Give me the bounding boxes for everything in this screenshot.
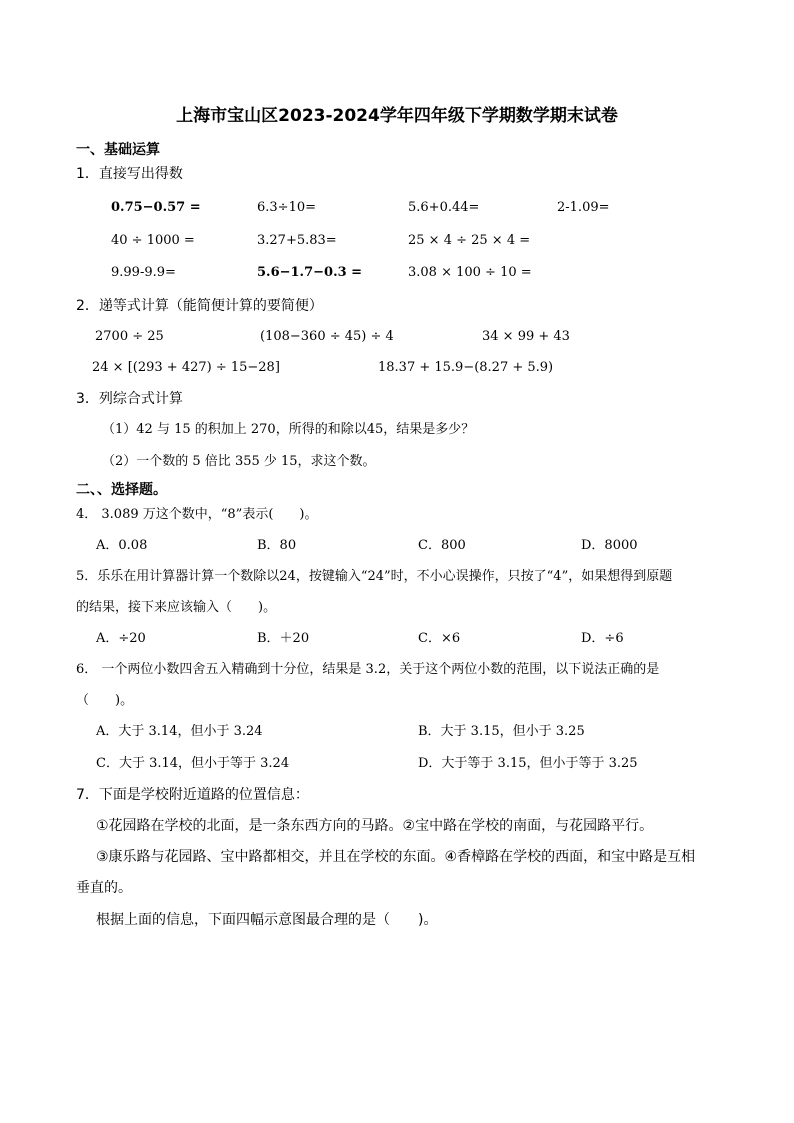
q4-stem: 4． 3.089 万这个数中，“8”表示( )。 bbox=[76, 507, 318, 522]
q4-option: C．800 bbox=[418, 538, 466, 553]
q4-option: B．80 bbox=[257, 538, 297, 553]
q7-question: 根据上面的信息，下面四幅示意图最合理的是（ )。 bbox=[96, 912, 438, 928]
q6-option: B．大于 3.15，但小于 3.25 bbox=[418, 724, 585, 739]
q2-item: 18.37 + 15.9−(8.27 + 5.9) bbox=[378, 360, 554, 375]
q1-item: 3.27+5.83= bbox=[257, 233, 337, 248]
q5-option: B．＋20 bbox=[257, 631, 310, 646]
q4-option: A．0.08 bbox=[96, 538, 148, 553]
q2-label: 2．递等式计算（能简便计算的要简便） bbox=[76, 298, 323, 314]
q7-line: 垂直的。 bbox=[76, 880, 132, 896]
q5-stem: 的结果，接下来应该输入（ )。 bbox=[76, 600, 277, 615]
q3-item: （2）一个数的 5 倍比 355 少 15，求这个数。 bbox=[102, 454, 376, 469]
q1-item: 40 ÷ 1000 = bbox=[111, 233, 195, 248]
q7-stem: 7．下面是学校附近道路的位置信息： bbox=[76, 787, 309, 803]
q6-option: D．大于等于 3.15，但小于等于 3.25 bbox=[418, 756, 638, 771]
q1-label: 1．直接写出得数 bbox=[76, 166, 183, 182]
q1-item: 5.6+0.44= bbox=[408, 200, 480, 215]
q1-item: 0.75−0.57 = bbox=[111, 200, 201, 215]
q2-item: 34 × 99 + 43 bbox=[482, 329, 570, 344]
q1-item: 5.6−1.7−0.3 = bbox=[257, 265, 363, 280]
q5-stem: 5．乐乐在用计算器计算一个数除以24，按键输入“24”时，不小心误操作，只按了“4”，如果想得到原题 bbox=[76, 569, 673, 584]
q1-item: 2-1.09= bbox=[557, 200, 610, 215]
q2-item: (108−360 ÷ 45) ÷ 4 bbox=[260, 329, 394, 344]
q1-item: 6.3÷10= bbox=[257, 200, 317, 215]
q5-option: A．÷20 bbox=[96, 631, 146, 646]
q5-option: C．×6 bbox=[418, 631, 461, 646]
q1-item: 25 × 4 ÷ 25 × 4 = bbox=[408, 233, 531, 248]
q6-option: C．大于 3.14，但小于等于 3.24 bbox=[96, 756, 290, 771]
q6-stem: 6． 一个两位小数四舍五入精确到十分位，结果是 3.2，关于这个两位小数的范围，以下说法正确的是 bbox=[76, 662, 660, 677]
q6-stem: （ )。 bbox=[76, 693, 134, 708]
q6-option: A．大于 3.14，但小于 3.24 bbox=[96, 724, 263, 739]
section1-heading: 一、基础运算 bbox=[76, 142, 160, 158]
q3-item: （1）42 与 15 的积加上 270，所得的和除以45，结果是多少？ bbox=[102, 422, 475, 437]
q7-line: ①花园路在学校的北面，是一条东西方向的马路。②宝中路在学校的南面，与花园路平行。 bbox=[96, 818, 654, 834]
page-title: 上海市宝山区2023-2024学年四年级下学期数学期末试卷 bbox=[176, 106, 618, 126]
section2-heading: 二、、选择题。 bbox=[76, 482, 167, 498]
q7-line: ③康乐路与花园路、宝中路都相交，并且在学校的东面。④香樟路在学校的西面，和宝中路是互相 bbox=[96, 849, 696, 865]
q4-option: D．8000 bbox=[581, 538, 638, 553]
q1-item: 9.99-9.9= bbox=[111, 265, 176, 280]
q2-item: 24 × [(293 + 427) ÷ 15−28] bbox=[92, 360, 280, 375]
q3-label: 3．列综合式计算 bbox=[76, 391, 183, 407]
q1-item: 3.08 × 100 ÷ 10 = bbox=[408, 265, 532, 280]
q5-option: D．÷6 bbox=[581, 631, 624, 646]
q2-item: 2700 ÷ 25 bbox=[95, 329, 164, 344]
